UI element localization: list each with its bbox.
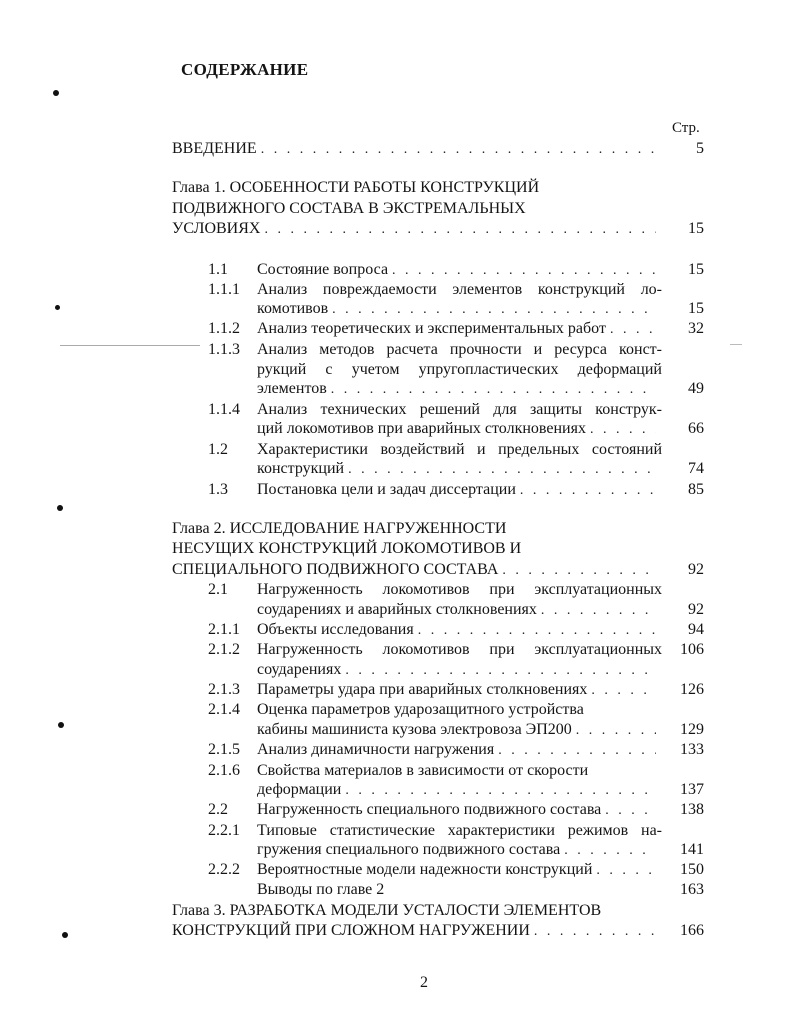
toc-entry-line: Характеристики воздействий и предельных состояний (257, 441, 662, 458)
leader-dots (610, 322, 656, 338)
section-number: 2.1.6 (208, 762, 240, 779)
toc-entry: соударениях . . . (257, 661, 662, 681)
toc-entry-intro (172, 140, 662, 160)
section-number: 2.1.5 (208, 741, 240, 758)
toc-entry-line: Нагруженность локомотивов при эксплуатационных (257, 581, 662, 598)
leader-dots (541, 603, 656, 619)
scan-speck (62, 932, 68, 938)
toc-entry-page: 74 (688, 460, 704, 477)
toc-entry: соударениях и аварийных столкновениях . . . (257, 601, 662, 621)
section-number: 2.2.1 (208, 822, 240, 839)
toc-entry-label: ВВЕДЕНИЕ (172, 140, 257, 157)
leader-dots (605, 803, 656, 819)
toc-entry-page: 49 (688, 380, 704, 397)
section-number: 2.1.4 (208, 701, 240, 718)
toc-entry-conclusions: Выводы по главе 2 (257, 881, 385, 898)
toc-entry-page: 66 (688, 420, 704, 437)
leader-dots (502, 563, 656, 579)
toc-entry-line: Анализ повреждаемости элементов конструкций ло- (257, 281, 662, 298)
toc-entry-page: 141 (680, 841, 704, 858)
toc-entry: элементов . . . (257, 380, 662, 400)
leader-dots (534, 924, 661, 940)
chapter-page: 15 (688, 220, 704, 237)
toc-entry: конструкций . . . (257, 460, 662, 480)
toc-entry-page: 92 (688, 601, 704, 618)
toc-entry-page: 133 (680, 741, 704, 758)
chapter-heading-line: СПЕЦИАЛЬНОГО ПОДВИЖНОГО СОСТАВА . . . (172, 561, 662, 581)
toc-entry: ций локомотивов при аварийных столкновениях . . . (257, 420, 662, 440)
chapter-heading-line: Глава 1. ОСОБЕННОСТИ РАБОТЫ КОНСТРУКЦИЙ (172, 179, 540, 196)
leader-dots (331, 382, 656, 398)
toc-entry-line: рукций с учетом упругопластических деформаций (257, 361, 662, 378)
chapter-heading-line: КОНСТРУКЦИЙ ПРИ СЛОЖНОМ НАГРУЖЕНИИ . . . (172, 922, 667, 942)
toc-entry-page: 126 (680, 681, 704, 698)
leader-dots (591, 683, 656, 699)
toc-entry-line: Анализ методов расчета прочности и ресурса конст- (257, 341, 662, 358)
toc-entry-line: Анализ технических решений для защиты конструк- (257, 401, 662, 418)
toc-entry-line: Оценка параметров ударозащитного устройства (257, 701, 584, 718)
leader-dots (345, 663, 656, 679)
page-title: СОДЕРЖАНИЕ (181, 60, 309, 79)
section-number: 1.2 (208, 441, 228, 458)
toc-entry: комотивов . . . (257, 300, 662, 320)
toc-entry: гружения специального подвижного состава . . . (257, 841, 662, 861)
section-number: 1.1.2 (208, 320, 240, 337)
chapter-heading-line: УСЛОВИЯХ . . . (172, 220, 662, 240)
section-number: 1.1.1 (208, 281, 240, 298)
toc-entry-line: Нагруженность локомотивов при эксплуатационных (257, 641, 662, 658)
leader-dots (564, 843, 656, 859)
scan-speck (58, 722, 64, 728)
chapter-heading-line: Глава 2. ИССЛЕДОВАНИЕ НАГРУЖЕННОСТИ (172, 520, 507, 537)
toc-entry-page: 5 (696, 140, 704, 157)
leader-dots (576, 723, 656, 739)
section-number: 1.1.4 (208, 401, 240, 418)
section-number: 2.2 (208, 801, 228, 818)
scan-line (730, 344, 742, 345)
page-number: 2 (420, 974, 428, 991)
section-number: 1.1.3 (208, 341, 240, 358)
section-number: 2.1.1 (208, 621, 240, 638)
section-number: 2.1.3 (208, 681, 240, 698)
toc-entry-page: 106 (680, 641, 704, 658)
leader-dots (418, 623, 656, 639)
leader-dots (264, 222, 656, 238)
toc-entry: Анализ динамичности нагружения . . . (257, 741, 662, 761)
section-number: 2.1.2 (208, 641, 240, 658)
chapter-page: 166 (680, 922, 704, 939)
toc-entry-page: 138 (680, 801, 704, 818)
toc-entry-page: 85 (688, 481, 704, 498)
page-column-label: Стр. (672, 120, 700, 136)
leader-dots (392, 263, 656, 279)
toc-entry-page: 32 (688, 320, 704, 337)
toc-entry: деформации . . . (257, 781, 662, 801)
scan-line (60, 345, 200, 346)
section-number: 1.3 (208, 481, 228, 498)
scan-speck (55, 305, 60, 310)
leader-dots (590, 422, 656, 438)
toc-entry: Вероятностные модели надежности конструкций . . . (257, 861, 662, 881)
scan-speck (53, 90, 59, 96)
toc-entry-page: 129 (680, 721, 704, 738)
section-number: 2.1 (208, 581, 228, 598)
toc-entry-page: 15 (688, 300, 704, 317)
toc-entry: Постановка цели и задач диссертации . . . (257, 481, 662, 501)
leader-dots (520, 483, 656, 499)
chapter-heading-line: ПОДВИЖНОГО СОСТАВА В ЭКСТРЕМАЛЬНЫХ (172, 200, 526, 217)
toc-entry-line: Свойства материалов в зависимости от скорости (257, 762, 589, 779)
section-number: 2.2.2 (208, 861, 240, 878)
toc-entry-page: 94 (688, 621, 704, 638)
leader-dots (345, 783, 656, 799)
scan-speck (57, 505, 63, 511)
chapter-heading-line: НЕСУЩИХ КОНСТРУКЦИЙ ЛОКОМОТИВОВ И (172, 540, 522, 557)
toc-entry-page: 150 (680, 861, 704, 878)
toc-entry: кабины машиниста кузова электровоза ЭП200 . . . (257, 721, 662, 741)
toc-entry: Параметры удара при аварийных столкновениях . . . (257, 681, 662, 701)
leader-dots (498, 743, 656, 759)
leader-dots (596, 863, 656, 879)
section-number: 1.1 (208, 261, 228, 278)
toc-entry-page: 15 (688, 261, 704, 278)
chapter-page: 92 (688, 561, 704, 578)
toc-entry: Нагруженность специального подвижного состава . . . (257, 801, 662, 821)
toc-entry-page: 137 (680, 781, 704, 798)
leader-dots (348, 462, 656, 478)
toc-entry-line: Типовые статистические характеристики режимов на- (257, 822, 662, 839)
toc-entry: Анализ теоретических и экспериментальных работ . . . (257, 320, 662, 340)
chapter-heading-line: Глава 3. РАЗРАБОТКА МОДЕЛИ УСТАЛОСТИ ЭЛЕМЕНТОВ (172, 902, 602, 919)
toc-entry: Состояние вопроса . . . (257, 261, 662, 281)
toc-entry-page: 163 (680, 881, 704, 898)
toc-entry: Объекты исследования . . . (257, 621, 662, 641)
leader-dots (332, 302, 656, 318)
leader-dots (261, 142, 656, 158)
